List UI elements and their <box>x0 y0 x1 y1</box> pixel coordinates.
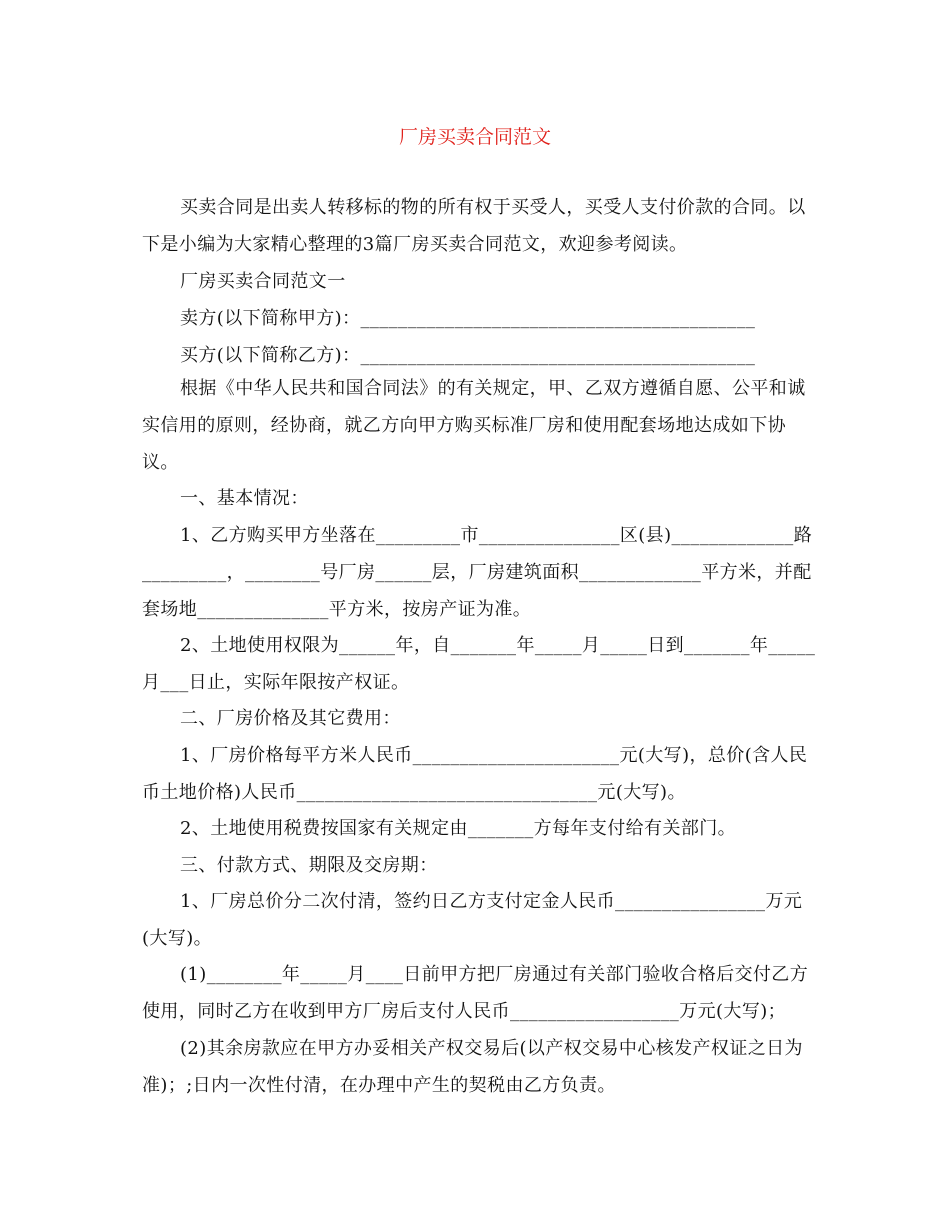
preamble-paragraph: 根据《中华人民共和国合同法》的有关规定，甲、乙双方遵循自愿、公平和诚实信用的原则，经协商，就乙方向甲方购买标准厂房和使用配套场地达成如下协议。 <box>142 378 806 473</box>
heading-price: 二、厂房价格及其它费用： <box>180 708 401 729</box>
seller-line: 卖方(以下简称甲方)：__________________________________________ <box>180 308 756 329</box>
heading-basic-info: 一、基本情况： <box>180 488 309 509</box>
document-title: 厂房买卖合同范文 <box>398 126 551 148</box>
clause-1-1: 1、乙方购买甲方坐落在_________市_______________区(县)_____________路_________，________号厂房______层，厂房建筑面积_____________平方米，并配套场地______________平方米，按房产证为准。 <box>142 525 813 620</box>
heading-payment: 三、付款方式、期限及交房期： <box>180 855 438 876</box>
intro-paragraph: 买卖合同是出卖人转移标的物的所有权于买受人，买受人支付价款的合同。以下是小编为大家精心整理的3篇厂房买卖合同范文，欢迎参考阅读。 <box>142 197 806 255</box>
section-heading-contract-one: 厂房买卖合同范文一 <box>180 271 346 292</box>
clause-2-1: 1、厂房价格每平方米人民币______________________元(大写)，总价(含人民币土地价格)人民币________________________________元(大写)。 <box>142 745 808 803</box>
clause-3-1: 1、厂房总价分二次付清，签约日乙方支付定金人民币________________万元(大写)。 <box>142 891 803 949</box>
clause-2-2: 2、土地使用税费按国家有关规定由_______方每年支付给有关部门。 <box>180 818 737 839</box>
clause-3-1-a: (1)________年_____月____日前甲方把厂房通过有关部门验收合格后交付乙方使用，同时乙方在收到甲方厂房后支付人民币__________________万元(大写)； <box>142 964 809 1022</box>
buyer-line: 买方(以下简称乙方)：__________________________________________ <box>180 345 756 366</box>
clause-3-1-b: (2)其余房款应在甲方办妥相关产权交易后(以产权交易中心核发产权证之日为准)；;日内一次性付清，在办理中产生的契税由乙方负责。 <box>142 1038 803 1096</box>
clause-1-2: 2、土地使用权限为______年，自_______年_____月_____日到_______年_____月___日止，实际年限按产权证。 <box>142 635 816 693</box>
